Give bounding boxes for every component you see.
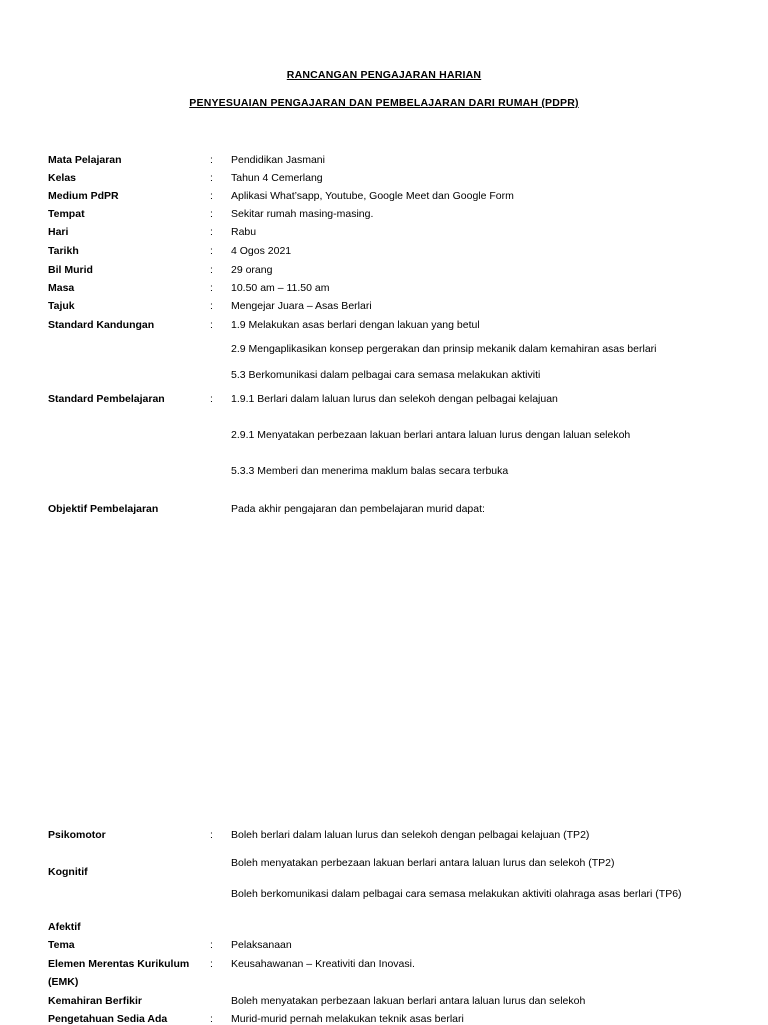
field-value: 4 Ogos 2021 bbox=[231, 245, 292, 257]
field-label: Mata Pelajaran bbox=[48, 154, 122, 166]
colon: : bbox=[210, 245, 213, 257]
field-label: Kognitif bbox=[48, 866, 88, 878]
field-value: Rabu bbox=[231, 226, 257, 238]
field-label: Bil Murid bbox=[48, 264, 93, 276]
colon: : bbox=[210, 226, 213, 238]
colon: : bbox=[210, 264, 213, 276]
field-value: Sekitar rumah masing-masing. bbox=[231, 208, 374, 220]
standard-item: 2.9.1 Menyatakan perbezaan lakuan berlari antara laluan lurus dengan laluan selekoh bbox=[231, 429, 631, 441]
field-value: 10.50 am – 11.50 am bbox=[231, 282, 330, 294]
field-value: Tahun 4 Cemerlang bbox=[231, 172, 323, 184]
field-label: Objektif Pembelajaran bbox=[48, 503, 159, 515]
field-value: Keusahawanan – Kreativiti dan Inovasi. bbox=[231, 958, 415, 970]
field-label: Elemen Merentas Kurikulum bbox=[48, 958, 190, 970]
field-label: Psikomotor bbox=[48, 829, 106, 841]
field-label: Tarikh bbox=[48, 245, 79, 257]
colon: : bbox=[210, 939, 213, 951]
field-label-continued: (EMK) bbox=[48, 976, 79, 988]
field-label: Medium PdPR bbox=[48, 190, 119, 202]
field-value: Murid-murid pernah melakukan teknik asas berlari bbox=[231, 1013, 464, 1025]
field-label: Kemahiran Berfikir bbox=[48, 995, 142, 1007]
standard-item: 5.3 Berkomunikasi dalam pelbagai cara semasa melakukan aktiviti bbox=[231, 369, 541, 381]
field-label: Standard Pembelajaran bbox=[48, 393, 165, 405]
field-label: Tajuk bbox=[48, 300, 75, 312]
colon: : bbox=[210, 958, 213, 970]
field-value: Pada akhir pengajaran dan pembelajaran murid dapat: bbox=[231, 503, 485, 515]
field-value: Mengejar Juara – Asas Berlari bbox=[231, 300, 372, 312]
field-label: Standard Kandungan bbox=[48, 319, 155, 331]
field-label: Pengetahuan Sedia Ada bbox=[48, 1013, 168, 1025]
field-value: 29 orang bbox=[231, 264, 273, 276]
colon: : bbox=[210, 393, 213, 405]
colon: : bbox=[210, 208, 213, 220]
objective-item: Boleh berkomunikasi dalam pelbagai cara semasa melakukan aktiviti olahraga asas berlari (TP6) bbox=[231, 888, 682, 900]
colon: : bbox=[210, 190, 213, 202]
field-label: Kelas bbox=[48, 172, 77, 184]
colon: : bbox=[210, 300, 213, 312]
colon: : bbox=[210, 319, 213, 331]
field-label: Hari bbox=[48, 226, 69, 238]
standard-item: 1.9 Melakukan asas berlari dengan lakuan yang betul bbox=[231, 319, 480, 331]
field-label: Tempat bbox=[48, 208, 85, 220]
standard-item: 2.9 Mengaplikasikan konsep pergerakan dan prinsip mekanik dalam kemahiran asas berlari bbox=[231, 343, 657, 355]
field-label: Masa bbox=[48, 282, 75, 294]
field-label: Tema bbox=[48, 939, 75, 951]
colon: : bbox=[210, 154, 213, 166]
document-title: RANCANGAN PENGAJARAN HARIAN bbox=[286, 69, 482, 81]
field-value: Pelaksanaan bbox=[231, 939, 292, 951]
colon: : bbox=[210, 172, 213, 184]
afektif-label: Afektif bbox=[48, 921, 81, 933]
standard-item: 5.3.3 Memberi dan menerima maklum balas secara terbuka bbox=[231, 465, 509, 477]
colon: : bbox=[210, 1013, 213, 1025]
objective-item: Boleh menyatakan perbezaan lakuan berlari antara laluan lurus dan selekoh (TP2) bbox=[231, 857, 615, 869]
colon: : bbox=[210, 282, 213, 294]
field-value: Aplikasi What’sapp, Youtube, Google Meet dan Google Form bbox=[231, 190, 514, 202]
document-subtitle: PENYESUAIAN PENGAJARAN DAN PEMBELAJARAN DARI RUMAH (PDPR) bbox=[189, 97, 579, 109]
standard-item: 1.9.1 Berlari dalam laluan lurus dan selekoh dengan pelbagai kelajuan bbox=[231, 393, 558, 405]
colon: : bbox=[210, 829, 213, 841]
field-value: Pendidikan Jasmani bbox=[231, 154, 325, 166]
field-value: Boleh menyatakan perbezaan lakuan berlari antara laluan lurus dan selekoh bbox=[231, 995, 586, 1007]
field-value: Boleh berlari dalam laluan lurus dan selekoh dengan pelbagai kelajuan (TP2) bbox=[231, 829, 590, 841]
